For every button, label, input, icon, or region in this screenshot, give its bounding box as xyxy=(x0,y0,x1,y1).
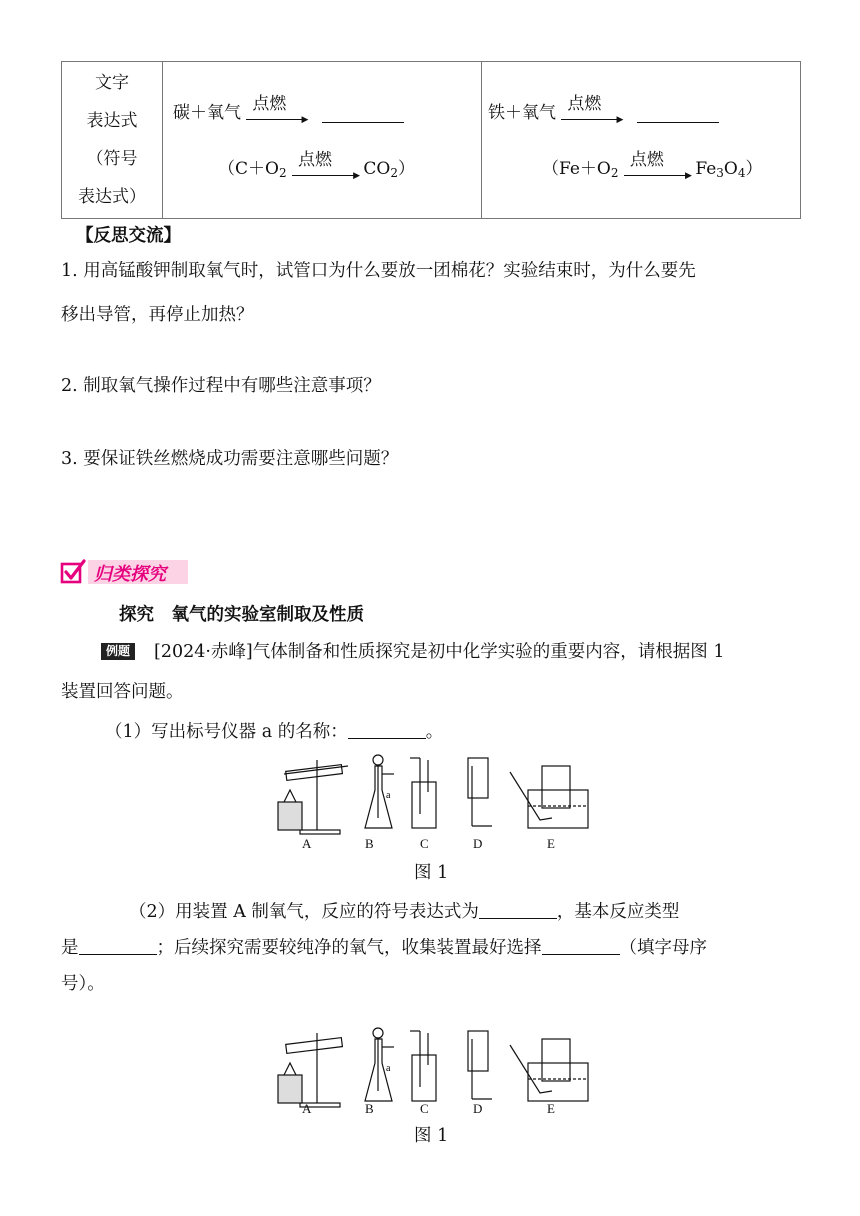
expression-table xyxy=(61,61,801,219)
subscript: 2 xyxy=(278,166,287,180)
figure-caption: 图 1 xyxy=(414,1126,449,1146)
answer-blank[interactable] xyxy=(479,917,557,919)
carbon-word-lhs: 碳＋氧气 xyxy=(173,103,241,123)
answer-blank[interactable] xyxy=(542,953,620,955)
checkbox-icon xyxy=(60,559,86,585)
label-line: 表达式） xyxy=(78,187,146,207)
reflection-heading: 【反思交流】 xyxy=(76,226,181,246)
iron-word-lhs: 铁＋氧气 xyxy=(488,103,556,123)
subscript: 3 xyxy=(716,166,724,180)
question-text: （1）写出标号仪器 a 的名称： xyxy=(105,722,348,742)
question-end: 。 xyxy=(425,722,444,742)
apparatus-figure xyxy=(270,1025,590,1121)
question-text: 是 xyxy=(61,938,79,958)
answer-blank[interactable] xyxy=(79,953,157,955)
figure-label: E xyxy=(547,836,555,851)
arrow-condition: 点燃 xyxy=(298,149,332,170)
answer-blank[interactable] xyxy=(348,737,426,739)
section-title: 探究 氧气的实验室制取及性质 xyxy=(119,605,364,625)
reflection-question-3: 3. 要保证铁丝燃烧成功需要注意哪些问题？ xyxy=(61,449,399,469)
question-text: 号）。 xyxy=(61,974,105,994)
sym-lhs: （C＋O xyxy=(218,159,279,179)
sym-rhs: Fe xyxy=(695,159,717,179)
reaction-arrow: 点燃 ▶ xyxy=(246,105,306,123)
sym-rhs: CO xyxy=(363,159,391,179)
device-label-a: a xyxy=(386,1063,391,1074)
device-label-a: a xyxy=(386,790,391,801)
apparatus-figure xyxy=(270,752,590,851)
answer-blank[interactable] xyxy=(637,120,719,123)
arrow-condition: 点燃 xyxy=(629,149,664,170)
figure-label: C xyxy=(420,1101,429,1116)
subscript: 2 xyxy=(610,166,619,180)
figure-label: A xyxy=(302,836,312,851)
question-text: （填字母序 xyxy=(619,938,707,958)
table-label-cell xyxy=(62,62,163,219)
question-line: 移出导管，再停止加热？ xyxy=(61,305,254,325)
carbon-symbol-expression xyxy=(218,149,415,181)
subscript: 2 xyxy=(390,166,398,180)
figure-label: C xyxy=(420,836,429,851)
reflection-question-1 xyxy=(61,253,811,333)
apparatus-diagram xyxy=(270,1025,590,1121)
question-text: ；后续探究需要较纯净的氧气，收集装置最好选择 xyxy=(156,938,542,958)
iron-reaction-cell xyxy=(482,62,801,219)
reaction-arrow: 点燃 ▶ xyxy=(561,105,621,123)
reaction-arrow: 点燃 ▶ xyxy=(624,161,690,179)
question-text: ，基本反应类型 xyxy=(556,902,680,922)
sym-rhs: O xyxy=(723,159,738,179)
arrow-condition: 点燃 xyxy=(567,93,602,114)
subscript: 4 xyxy=(737,166,746,180)
apparatus-diagram xyxy=(270,752,590,848)
arrow-condition: 点燃 xyxy=(252,93,287,114)
sym-lhs: （Fe＋O xyxy=(542,159,611,179)
reflection-question-2: 2. 制取氧气操作过程中有哪些注意事项？ xyxy=(61,376,381,396)
sym-close: ） xyxy=(398,159,415,179)
example-text-line-2: 装置回答问题。 xyxy=(61,682,184,702)
label-line: （符号 xyxy=(86,149,138,169)
iron-symbol-expression xyxy=(542,149,763,181)
figure-label: D xyxy=(473,1101,483,1116)
label-line: 表达式 xyxy=(86,111,138,131)
example-question-1 xyxy=(105,714,443,750)
banner-title: 归类探究 xyxy=(94,564,166,585)
reaction-arrow: 点燃 ▶ xyxy=(292,161,358,179)
label-line: 文字 xyxy=(95,73,129,93)
example-text-line-1: [2024·赤峰]气体制备和性质探究是初中化学实验的重要内容，请根据图 1 xyxy=(154,642,725,662)
figure-label: E xyxy=(547,1101,555,1116)
iron-word-expression xyxy=(488,93,719,125)
example-tag: 例题 xyxy=(101,643,135,660)
figure-caption: 图 1 xyxy=(414,863,449,883)
figure-label: B xyxy=(365,1101,374,1116)
carbon-word-expression xyxy=(173,93,404,125)
question-text: （2）用装置 A 制氧气，反应的符号表达式为 xyxy=(129,902,479,922)
figure-label: B xyxy=(365,836,374,851)
sym-close: ） xyxy=(745,159,763,179)
example-question-2 xyxy=(61,894,811,1002)
carbon-reaction-cell xyxy=(163,62,482,219)
figure-label: A xyxy=(302,1101,312,1116)
answer-blank[interactable] xyxy=(322,120,404,123)
question-line: 1. 用高锰酸钾制取氧气时，试管口为什么要放一团棉花？实验结束时，为什么要先 xyxy=(61,261,696,281)
figure-label: D xyxy=(473,836,483,851)
